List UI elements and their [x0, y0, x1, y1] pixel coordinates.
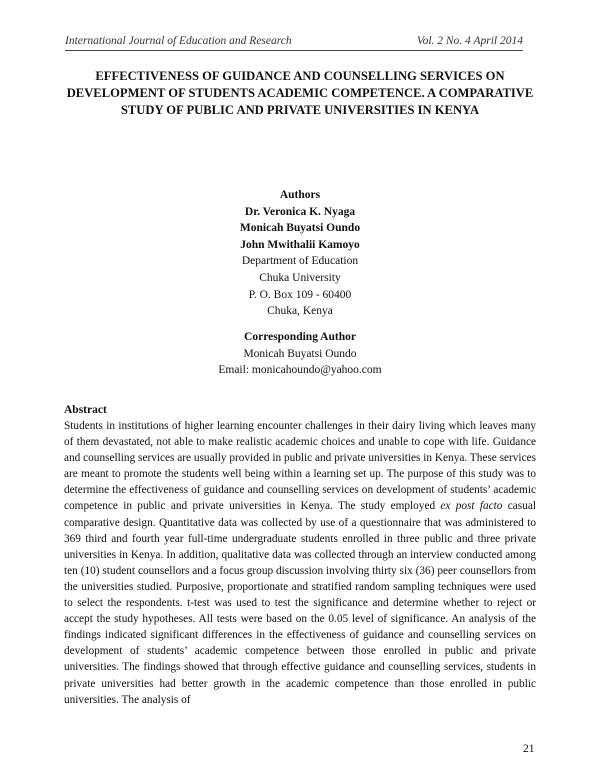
- authors-block: [0, 187, 600, 320]
- author-university: Chuka University: [259, 271, 341, 284]
- page-number: 21: [523, 743, 535, 755]
- journal-name: International Journal of Education and Research: [65, 35, 292, 47]
- abstract-heading: Abstract: [64, 404, 107, 416]
- abstract-text-part-1: Students in institutions of higher learning encounter challenges in their dairy living which leaves many of them devastated, not able to make realistic academic choices and unable to cope with life. Guidance and counselling services are usually provided in public and private universities in Kenya. These services are meant to promote the students well being within a learning set up. The purpose of this study was to determine the effectiveness of guidance and counselling services on development of students’ academic competence in public and private universities in Kenya. The study employed: [64, 420, 536, 513]
- author-name: John Mwithalii Kamoyo: [240, 238, 360, 251]
- corresponding-heading: Corresponding Author: [244, 331, 356, 343]
- corresponding-email: Email: monicahoundo@yahoo.com: [218, 364, 382, 377]
- running-header: [65, 35, 523, 51]
- author-city: Chuka, Kenya: [267, 305, 333, 318]
- author-department: Department of Education: [241, 255, 359, 268]
- author-po-box: P. O. Box 109 - 60400: [248, 288, 352, 301]
- authors-heading: Authors: [279, 189, 321, 201]
- abstract-text-part-2: casual comparative design. Quantitative data was collected by use of a questionnaire that was administered to 369 third and fourth year full-time undergraduate students enrolled in three public and three private universities in Kenya. In addition, qualitative data was collected through an interview conducted among ten (10) student counsellors and a focus group discussion involving thirty six (36) peer counsellors from the universities studied. Purposive, proportionate and stratified random sampling techniques were used to select the respondents. t-test was used to test the significance and determine whether to reject or accept the study hypotheses. All tests were based on the 0.05 level of significance. An analysis of the findings indicated significant differences in the effectiveness of guidance and counselling services on development of students’ academic competence between those enrolled in public and private universities. The findings showed that through effective guidance and counselling services, students in private universities had better growth in the academic competence than those enrolled in public universities. The analysis of: [64, 500, 536, 706]
- abstract-italic-term: ex post facto: [440, 500, 503, 513]
- paper-title: EFFECTIVENESS OF GUIDANCE AND COUNSELLING SERVICES ON DEVELOPMENT OF STUDENTS ACADEMIC COMPETENCE. A COMPARATIVE STUDY OF PUBLIC AND PRIVATE UNIVERSITIES IN KENYA: [66, 69, 534, 117]
- author-name: Dr. Veronica K. Nyaga: [244, 205, 356, 218]
- volume-info: Vol. 2 No. 4 April 2014: [416, 35, 523, 47]
- abstract-text: [64, 418, 536, 708]
- author-name: Monicah Buyatsi Oundo: [239, 222, 361, 235]
- corresponding-name: Monicah Buyatsi Oundo: [243, 347, 357, 360]
- corresponding-author-block: [0, 329, 600, 379]
